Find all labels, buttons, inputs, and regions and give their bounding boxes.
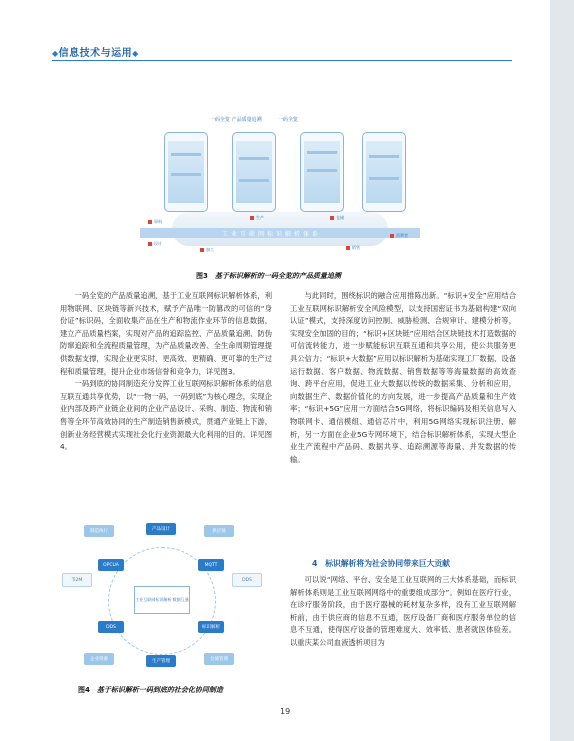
diagram-node: DDS [98, 621, 124, 633]
diagram-node: 仓储管理 [204, 653, 234, 665]
side-label: 销售 [352, 245, 360, 250]
node-marker-icon [250, 216, 254, 220]
phone-mockup [232, 132, 276, 212]
side-label: 消费者 [396, 233, 408, 238]
figure4-caption [78, 685, 223, 695]
paragraph: 一码到底的协同制造充分发挥工业互联网标识解析体系的信息互联互通共享优势，以“一物一码，一码到底”为核心理念，实现企业内部及跨产业链企业间的企业产品设计、采购、制造、物流和销售等全环节高效协同的生产制造销售新模式，贯通产业链上下游，创新业务经营模式实现社会化行业资源最大化利用的目的。详见图4。 [60, 379, 272, 452]
caption-number: 图4 [78, 686, 90, 694]
diagram-node: Ti2M [62, 573, 92, 587]
paragraph: 与此同时，围绕标识的融合应用推陈出新。“标识+安全”应用结合工业互联网标识解析安全风险模型，以支持国密证书为基础构建“双向认证”模式，支持深度访问控制、威胁检测、合规审计、建模分析等，实现安全加固的目的；“标识+区块链”应用结合区块链技术打造数据的可信流转能力，进一步赋能标识互联互通和共享公用，使公共服务更具公信力；“标识+大数据”应用以标识解析为基础实现工厂数据、设备运行数据、客户数据、物流数据、销售数据等等海量数据的高效查询、跨平台应用，促进工业大数据以传统的数据采集、分析和应用，向数据生产、数据价值化的方向发展，进一步提高产品质量和生产效率；“标识+5G”应用一方面结合5G网络，将标识编码及相关信息写入物联网卡、通信模组、通信芯片中，利用5G网络实现标识注册、解析，另一方面在企业5G专网环境下，结合标识解析体系，实现大型企业生产流程中产品码、数据共享、追踪溯源等海量、并发数据的传输。 [290, 291, 516, 464]
band-label: 工业互联网标识解析体系 [222, 231, 322, 238]
side-label: 加工 [206, 247, 214, 252]
diagram-node: 标识解析 [198, 621, 224, 633]
left-column [60, 290, 272, 454]
diamond-icon: ◆ [132, 49, 139, 58]
phone-mockup [362, 132, 406, 212]
phone-mockup [300, 132, 344, 212]
diagram-node: 产品设计 [146, 523, 176, 535]
caption-number: 图3 [196, 272, 208, 280]
figure3-caption [196, 271, 341, 281]
node-marker-icon [148, 242, 152, 246]
page-number: 19 [280, 707, 291, 716]
diamond-icon: ◆ [52, 49, 59, 58]
node-marker-icon [148, 220, 152, 224]
diagram-node: OPCUA [98, 559, 124, 571]
right-column-continued [290, 574, 516, 650]
side-label: 仓储 [336, 215, 344, 220]
figure-4 [56, 523, 266, 671]
figure3-top-label: 一码全览 产品质量追溯 [210, 117, 262, 123]
diagram-node: DDS [232, 573, 262, 587]
side-label: 设计 [154, 241, 162, 246]
side-label: 生产 [256, 215, 264, 220]
node-marker-icon [330, 216, 334, 220]
diagram-node: 制造执行 [84, 525, 114, 537]
section-header [52, 44, 139, 59]
paragraph: 一码全览的产品质量追溯，基于工业互联网标识解析体系，利用物联网、区块链等新兴技术，赋予产品唯一防篡改的可信的“身份证”标识码，全面收集产品在生产和物流作业环节的信息数据，建立产品质量档案，实现对产品的追踪监控、产品质量追溯、防伪防窜追踪和全流程质量管理，为产品质量改善、全生命周期管理提供数据支撑，实现企业更实时、更高效、更精确、更可靠的生产过程和质量管理，提升企业市场信誉和竞争力，详见图3。 [60, 291, 272, 376]
figure-3 [140, 116, 420, 268]
phone-mockup [164, 132, 208, 212]
paragraph: 可以说“网络、平台、安全是工业互联网的三大体系基础，而标识解析体系则是工业互联网网络中的重要组成部分”。例如在医疗行业，在诊疗服务阶段，由于医疗器械的耗材复杂多样，没有工业互联网解析前，由于供应商的信息不互通，医疗设备厂商和医疗服务单位的信息不互通，使得医疗设备的管理难度大、效率低、患者就医体验差。以重庆某公司血液透析项目为 [290, 575, 516, 647]
caption-text: 基于标识解析一码到底的社会化协同制造 [96, 686, 223, 694]
core-node: 工业互联网标识解析 数据互通 [134, 586, 190, 614]
figure3-top-label-2: 一码全览 [278, 117, 299, 123]
node-marker-icon [200, 248, 204, 252]
node-marker-icon [346, 246, 350, 250]
diagram-node: 供应链 [204, 525, 234, 537]
diagram-node: 生产管理 [146, 655, 176, 667]
header-rule [52, 60, 512, 61]
diagram-node: 企业资源 [84, 653, 114, 665]
right-column [290, 290, 516, 466]
node-marker-icon [390, 234, 394, 238]
diagram-node: MQTT [198, 559, 224, 571]
background-strip [550, 0, 574, 741]
section-title: 4 标识解析将为社会协同带来巨大贡献 [312, 559, 450, 568]
side-label: 原料 [154, 219, 162, 224]
caption-text: 基于标识解析的一码全览的产品质量追溯 [214, 272, 341, 280]
header-title: 信息技术与运用 [58, 48, 133, 59]
